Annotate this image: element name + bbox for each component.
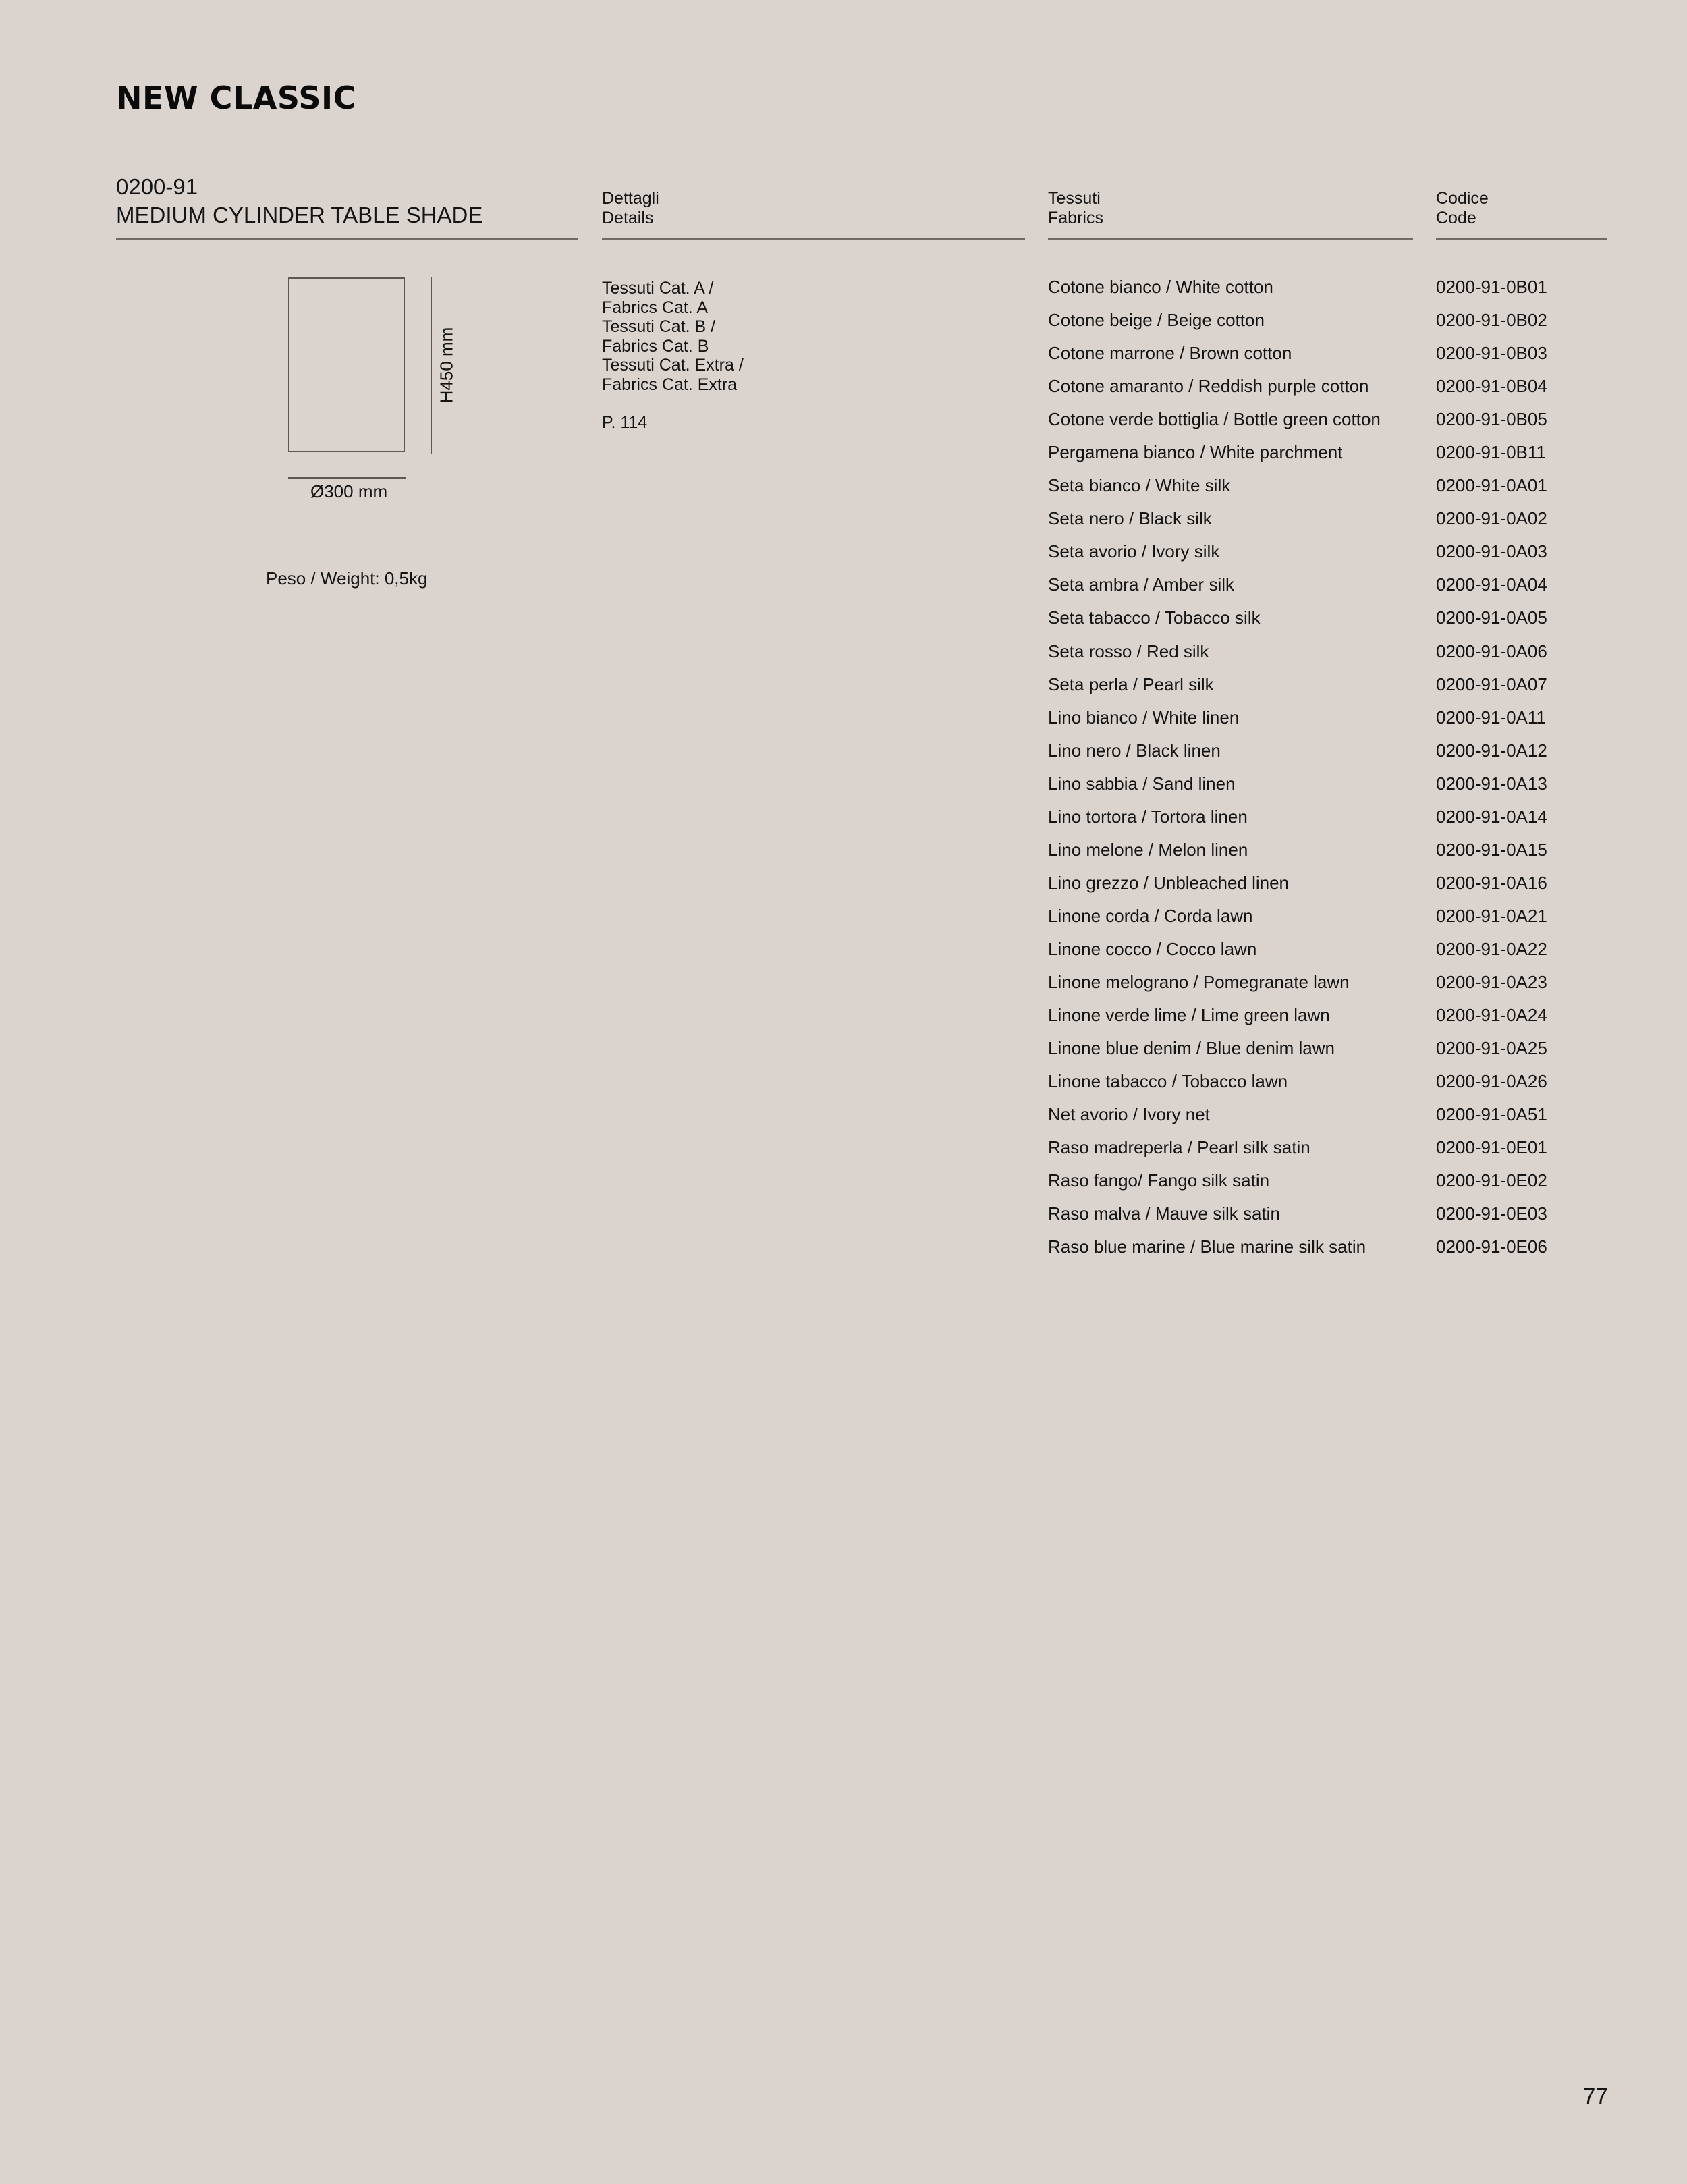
fabric-name: Lino grezzo / Unbleached linen bbox=[1048, 872, 1290, 893]
fabric-row bbox=[1048, 436, 1608, 469]
details-line: Fabrics Cat. A bbox=[602, 298, 708, 317]
fabric-row bbox=[1048, 337, 1608, 370]
fabric-row bbox=[1048, 668, 1608, 701]
fabric-name: Linone cocco / Cocco lawn bbox=[1048, 938, 1257, 959]
fabric-name: Raso fango/ Fango silk satin bbox=[1048, 1170, 1270, 1191]
fabric-row bbox=[1048, 734, 1608, 767]
fabric-name: Pergamena bianco / White parchment bbox=[1048, 442, 1343, 463]
details-list bbox=[602, 279, 744, 394]
fabric-row bbox=[1048, 635, 1608, 668]
fabric-row bbox=[1048, 1032, 1608, 1065]
fabric-code: 0200-91-0A11 bbox=[1436, 707, 1546, 728]
fabric-code: 0200-91-0A01 bbox=[1436, 475, 1547, 496]
fabric-code: 0200-91-0B03 bbox=[1436, 343, 1547, 364]
fabric-name: Seta bianco / White silk bbox=[1048, 475, 1231, 496]
code-divider bbox=[1436, 238, 1607, 240]
fabric-row bbox=[1048, 502, 1608, 535]
fabric-code: 0200-91-0B02 bbox=[1436, 310, 1547, 331]
weight-label: Peso / Weight: 0,5kg bbox=[266, 568, 428, 589]
fabric-name: Seta perla / Pearl silk bbox=[1048, 674, 1214, 694]
fabric-name: Lino melone / Melon linen bbox=[1048, 839, 1248, 860]
fabric-name: Cotone verde bottiglia / Bottle green cotton bbox=[1048, 409, 1381, 430]
fabric-name: Raso malva / Mauve silk satin bbox=[1048, 1203, 1280, 1224]
fabric-code: 0200-91-0A05 bbox=[1436, 607, 1547, 628]
fabric-row bbox=[1048, 1065, 1608, 1098]
fabric-name: Linone tabacco / Tobacco lawn bbox=[1048, 1071, 1288, 1092]
fabric-row bbox=[1048, 1131, 1608, 1164]
fabric-code: 0200-91-0B04 bbox=[1436, 376, 1547, 397]
fabric-code: 0200-91-0A06 bbox=[1436, 640, 1547, 661]
fabric-name: Net avorio / Ivory net bbox=[1048, 1104, 1210, 1125]
fabric-code: 0200-91-0A22 bbox=[1436, 938, 1547, 959]
section-title: NEW CLASSIC bbox=[116, 80, 356, 116]
fabric-row bbox=[1048, 370, 1608, 403]
fabrics-header-it: Tessuti bbox=[1048, 189, 1101, 208]
details-header-en: Details bbox=[602, 209, 654, 227]
fabric-row bbox=[1048, 601, 1608, 634]
fabric-name: Linone corda / Corda lawn bbox=[1048, 905, 1253, 926]
fabric-name: Raso madreperla / Pearl silk satin bbox=[1048, 1137, 1310, 1158]
fabric-name: Lino bianco / White linen bbox=[1048, 707, 1240, 728]
details-header-it: Dettagli bbox=[602, 189, 659, 208]
fabric-name: Cotone beige / Beige cotton bbox=[1048, 310, 1265, 331]
shade-outline-drawing bbox=[288, 277, 405, 452]
product-name: MEDIUM CYLINDER TABLE SHADE bbox=[116, 202, 483, 227]
fabric-code: 0200-91-0B11 bbox=[1436, 442, 1546, 463]
fabric-code: 0200-91-0A26 bbox=[1436, 1071, 1547, 1092]
fabric-name: Linone melograno / Pomegranate lawn bbox=[1048, 971, 1350, 992]
fabric-code: 0200-91-0E03 bbox=[1436, 1203, 1547, 1224]
fabric-row bbox=[1048, 535, 1608, 568]
fabric-table bbox=[1048, 271, 1608, 1263]
diameter-dimension-label: Ø300 mm bbox=[310, 481, 388, 501]
page-reference: P. 114 bbox=[602, 413, 648, 432]
fabric-row bbox=[1048, 933, 1608, 966]
fabric-row bbox=[1048, 800, 1608, 834]
fabric-name: Linone verde lime / Lime green lawn bbox=[1048, 1005, 1330, 1026]
fabric-code: 0200-91-0A21 bbox=[1436, 905, 1547, 926]
fabric-name: Seta rosso / Red silk bbox=[1048, 640, 1209, 661]
fabric-code: 0200-91-0B01 bbox=[1436, 277, 1547, 297]
details-line: Tessuti Cat. B / bbox=[602, 317, 716, 336]
fabric-name: Cotone amaranto / Reddish purple cotton bbox=[1048, 376, 1369, 397]
fabric-row bbox=[1048, 966, 1608, 999]
height-dimension-label: H450 mm bbox=[436, 327, 457, 404]
fabric-row bbox=[1048, 999, 1608, 1032]
fabric-row bbox=[1048, 1098, 1608, 1131]
fabric-code: 0200-91-0A04 bbox=[1436, 574, 1547, 595]
fabrics-divider bbox=[1048, 238, 1413, 240]
fabric-code: 0200-91-0E02 bbox=[1436, 1170, 1547, 1191]
fabric-code: 0200-91-0E01 bbox=[1436, 1137, 1547, 1158]
details-divider bbox=[602, 238, 1025, 240]
details-header bbox=[602, 189, 659, 228]
fabric-row bbox=[1048, 767, 1608, 800]
fabric-name: Seta avorio / Ivory silk bbox=[1048, 541, 1220, 562]
fabric-name: Lino sabbia / Sand linen bbox=[1048, 773, 1236, 794]
fabric-code: 0200-91-0A02 bbox=[1436, 508, 1547, 529]
details-line: Tessuti Cat. Extra / bbox=[602, 356, 744, 375]
fabric-code: 0200-91-0B05 bbox=[1436, 409, 1547, 430]
fabric-name: Seta ambra / Amber silk bbox=[1048, 574, 1234, 595]
fabric-row bbox=[1048, 1197, 1608, 1230]
fabric-name: Lino tortora / Tortora linen bbox=[1048, 806, 1248, 827]
fabric-row bbox=[1048, 900, 1608, 933]
fabric-code: 0200-91-0A25 bbox=[1436, 1038, 1547, 1059]
product-code: 0200-91 bbox=[116, 174, 198, 199]
code-header-it: Codice bbox=[1436, 189, 1489, 208]
fabric-code: 0200-91-0A23 bbox=[1436, 971, 1547, 992]
fabric-code: 0200-91-0A07 bbox=[1436, 674, 1547, 694]
fabrics-header bbox=[1048, 189, 1103, 228]
fabric-row bbox=[1048, 568, 1608, 601]
fabrics-header-en: Fabrics bbox=[1048, 209, 1103, 227]
code-header-en: Code bbox=[1436, 209, 1476, 227]
fabric-name: Raso blue marine / Blue marine silk satin bbox=[1048, 1236, 1366, 1257]
details-line: Fabrics Cat. B bbox=[602, 336, 709, 356]
fabric-row bbox=[1048, 1230, 1608, 1263]
fabric-name: Seta nero / Black silk bbox=[1048, 508, 1212, 529]
fabric-code: 0200-91-0A16 bbox=[1436, 872, 1547, 893]
code-header bbox=[1436, 189, 1489, 228]
fabric-row bbox=[1048, 1164, 1608, 1197]
fabric-code: 0200-91-0A13 bbox=[1436, 773, 1547, 794]
fabric-row bbox=[1048, 271, 1608, 304]
product-divider bbox=[116, 238, 578, 240]
fabric-name: Cotone bianco / White cotton bbox=[1048, 277, 1273, 297]
diameter-dimension-line bbox=[288, 477, 406, 479]
fabric-row bbox=[1048, 867, 1608, 900]
fabric-row bbox=[1048, 403, 1608, 436]
details-line: Fabrics Cat. Extra bbox=[602, 375, 738, 394]
fabric-code: 0200-91-0A12 bbox=[1436, 740, 1547, 761]
fabric-name: Linone blue denim / Blue denim lawn bbox=[1048, 1038, 1335, 1059]
height-dimension-line bbox=[431, 277, 432, 454]
fabric-row bbox=[1048, 834, 1608, 867]
fabric-row bbox=[1048, 701, 1608, 734]
fabric-row bbox=[1048, 469, 1608, 502]
fabric-code: 0200-91-0A03 bbox=[1436, 541, 1547, 562]
page-number: 77 bbox=[1583, 2083, 1608, 2108]
fabric-code: 0200-91-0E06 bbox=[1436, 1236, 1547, 1257]
fabric-name: Lino nero / Black linen bbox=[1048, 740, 1221, 761]
fabric-row bbox=[1048, 304, 1608, 337]
fabric-name: Cotone marrone / Brown cotton bbox=[1048, 343, 1292, 364]
fabric-code: 0200-91-0A14 bbox=[1436, 806, 1547, 827]
fabric-name: Seta tabacco / Tobacco silk bbox=[1048, 607, 1261, 628]
fabric-code: 0200-91-0A51 bbox=[1436, 1104, 1547, 1125]
fabric-code: 0200-91-0A24 bbox=[1436, 1005, 1547, 1026]
fabric-code: 0200-91-0A15 bbox=[1436, 839, 1547, 860]
details-line: Tessuti Cat. A / bbox=[602, 279, 714, 298]
